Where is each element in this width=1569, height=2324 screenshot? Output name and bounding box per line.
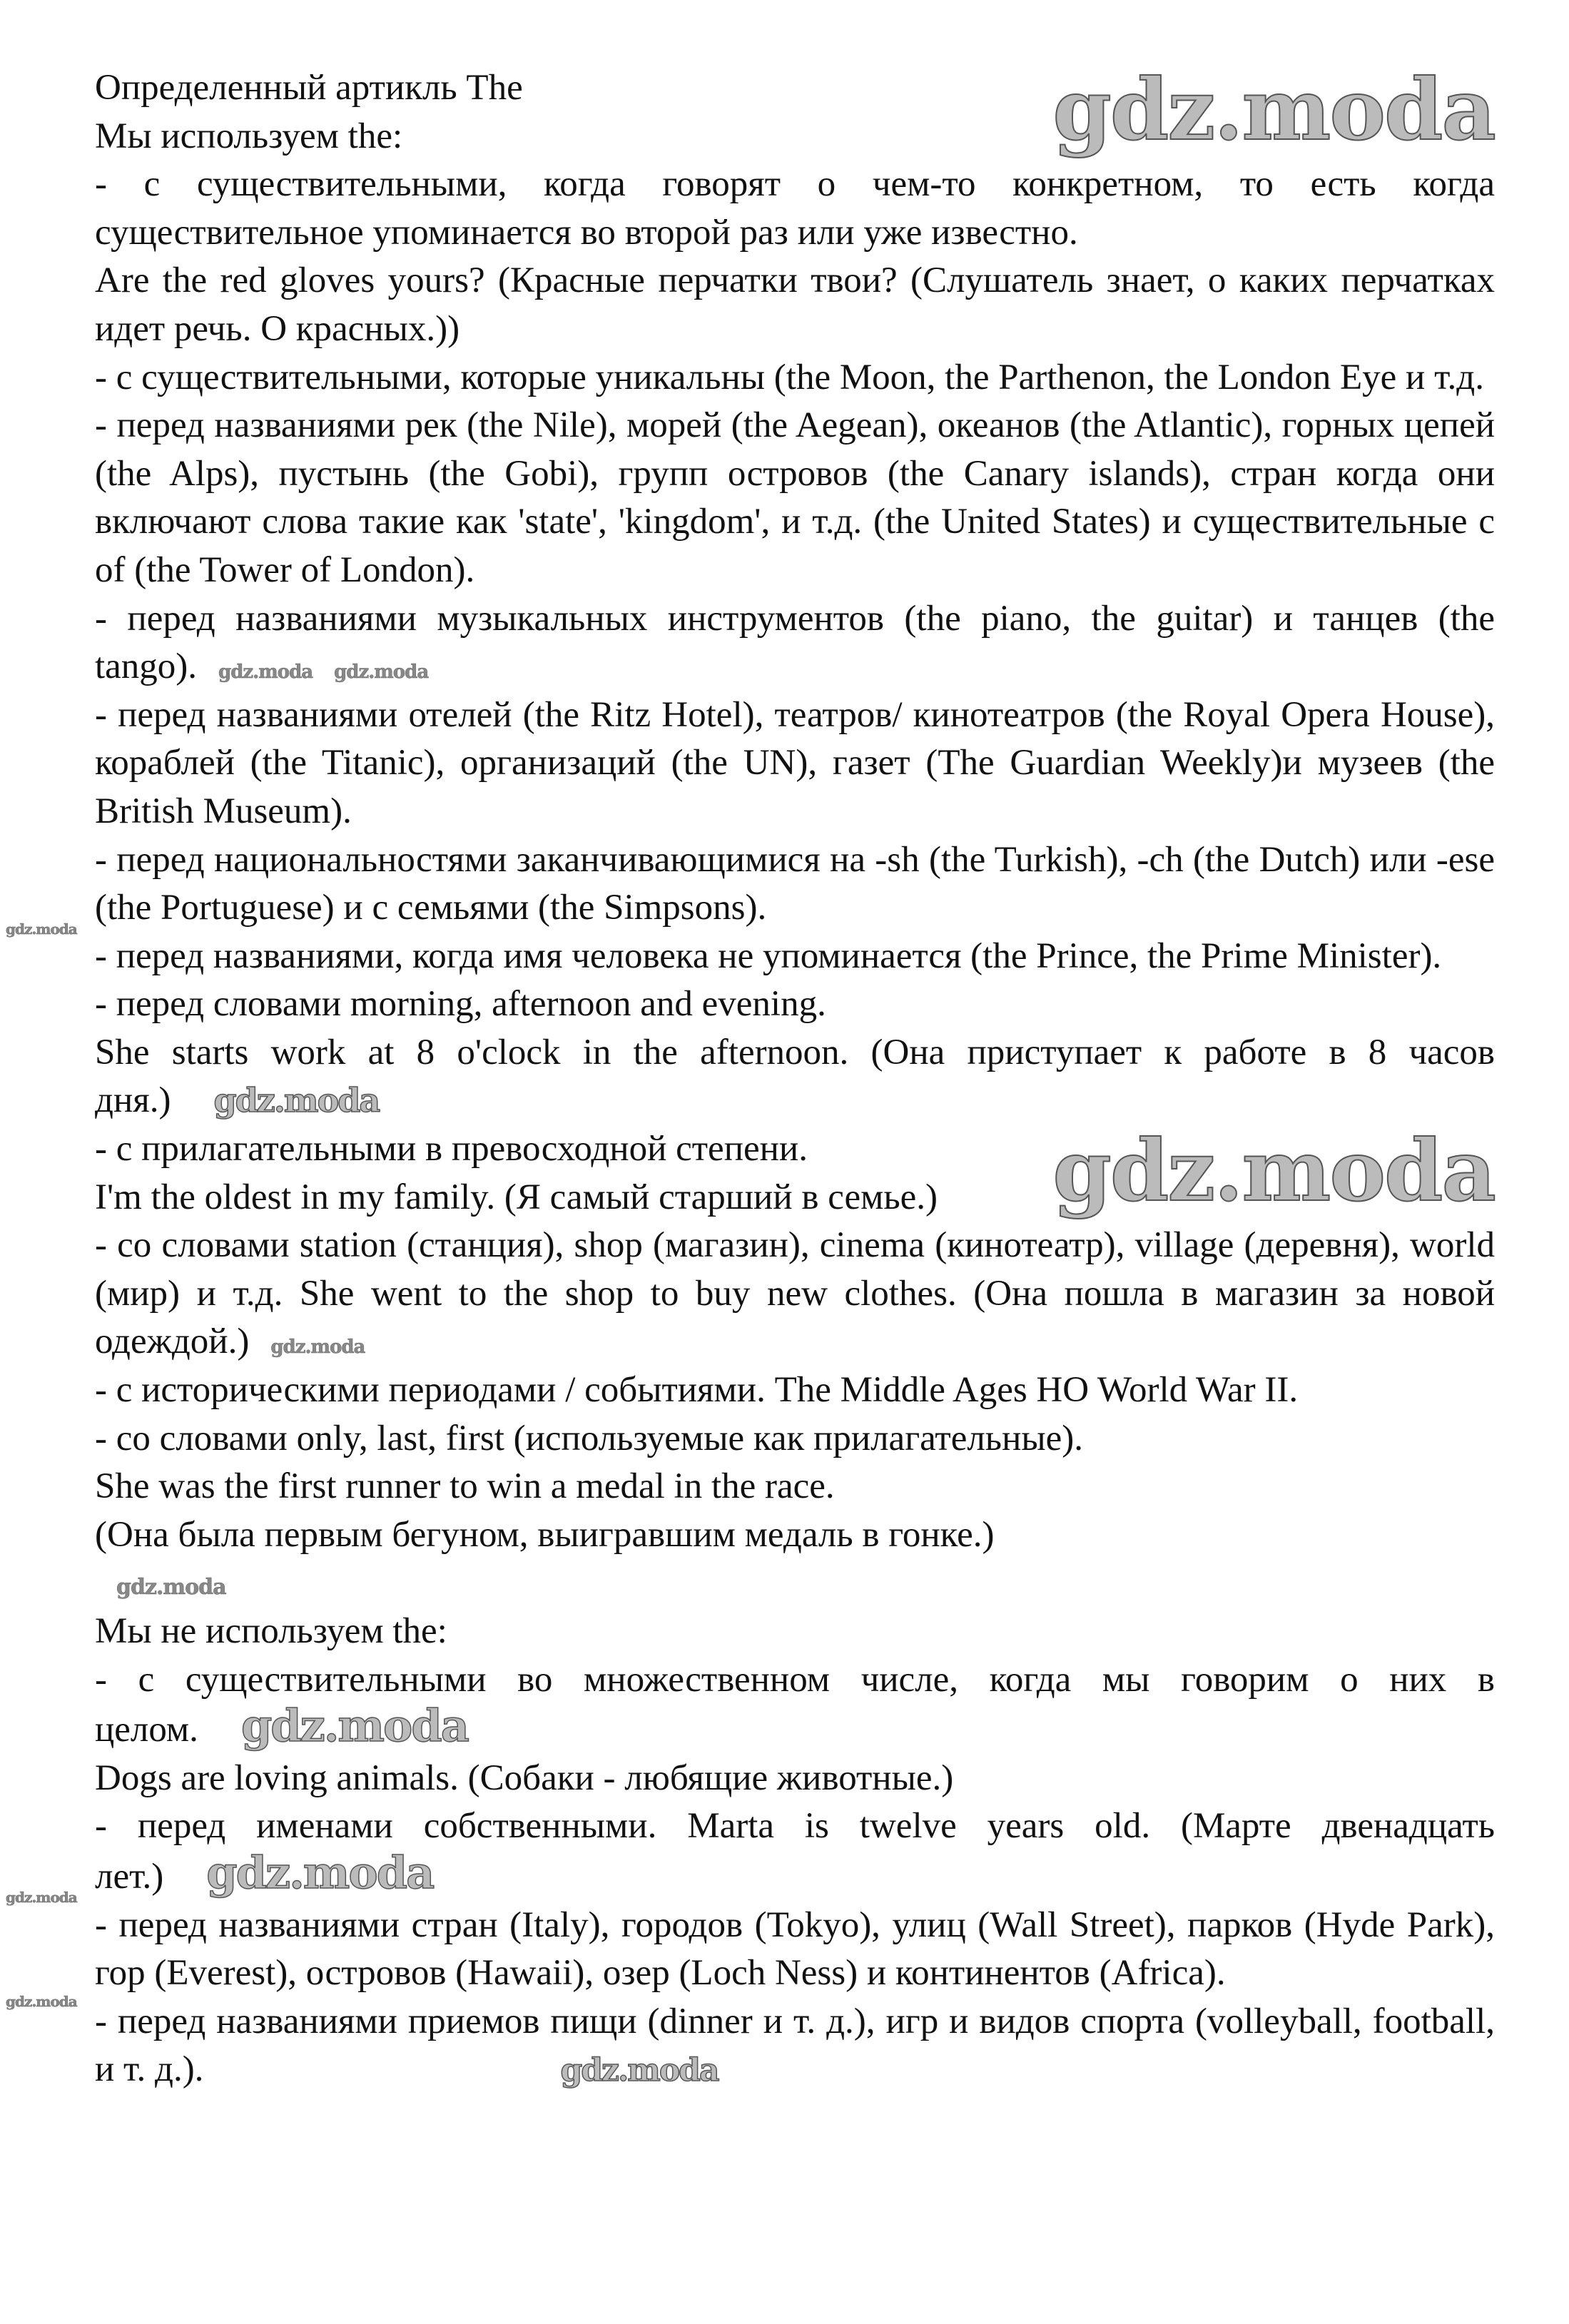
paragraph: - с существительными, когда говорят о чем-то конкретном, то есть когда существительное упоминается во второй раз или уже известно.	[95, 164, 1495, 253]
paragraph: Are the red gloves yours? (Красные перчатки твои? (Слушатель знает, о каких перчатках идет речь. О красных.))	[95, 260, 1495, 349]
paragraph	[95, 1802, 1495, 1901]
paragraph: Dogs are loving animals. (Собаки - любящие животные.)	[95, 1757, 954, 1798]
paragraph: - с существительными, которые уникальны (the Moon, the Parthenon, the London Eye и т.д.	[95, 357, 1484, 397]
paragraph: (Она была первым бегуном, выигравшим медаль в гонке.)	[95, 1514, 995, 1555]
watermark: gdz.moda	[270, 1336, 365, 1359]
paragraph-text: - перед названиями музыкальных инструментов (the piano, the guitar) и танцев (the tango).	[95, 598, 1495, 687]
document-title: Определенный артикль The	[95, 68, 523, 108]
watermark: gdz.moda	[116, 1575, 226, 1600]
watermark: gdz.moda	[6, 1993, 77, 2010]
paragraph: - со словами only, last, first (используемые как прилагательные).	[95, 1418, 1083, 1458]
paragraph: - с прилагательными в превосходной степени.	[95, 1129, 808, 1169]
header-block	[95, 60, 1495, 161]
paragraph: - перед названиями отелей (the Ritz Hotel), театров/ кинотеатров (the Royal Opera House), кораблей (the Titanic), организаций (the UN), газет (The Guardian Weekly)и музеев (the British Museum).	[95, 694, 1495, 831]
paragraph: I'm the oldest in my family. (Я самый старший в семье.)	[95, 1177, 938, 1217]
paragraph	[95, 595, 1495, 691]
watermark: gdz.moda	[560, 2052, 719, 2089]
watermark: gdz.moda	[240, 1700, 468, 1752]
paragraph: - перед национальностями заканчивающимися на -sh (the Turkish), -ch (the Dutch) или -ese (the Portuguese) и с семьями (the Simpsons).	[95, 839, 1495, 928]
paragraph	[95, 1222, 1495, 1366]
paragraph-text: - со словами station (станция), shop (магазин), cinema (кинотеатр), village (деревня), world (мир) и т.д. She went to the shop to buy new clothes. (Она пошла в магазин за новой одеждой.)	[95, 1225, 1495, 1362]
paragraph: - перед названиями рек (the Nile), морей (the Aegean), океанов (the Atlantic), горных цепей (the Alps), пустынь (the Gobi), групп островов (the Canary islands), стран когда они включают слова такие как 'state', 'kingdom', и т.д. (the United States) и существительные с of (the Tower of London).	[95, 405, 1495, 590]
paragraph	[95, 1998, 1495, 2094]
paragraph-text: - перед именами собственными. Marta is twelve years old. (Марте двенадцать лет.)	[95, 1806, 1495, 1897]
paragraph-text: She starts work at 8 o'clock in the afternoon. (Она приступает к работе в 8 часов дня.)	[95, 1032, 1495, 1121]
watermark: gdz.moda	[6, 1889, 77, 1906]
paragraph	[95, 1029, 1495, 1125]
paragraph: - перед названиями, когда имя человека не упоминается (the Prince, the Prime Minister).	[95, 935, 1442, 976]
blank-line	[95, 1559, 1495, 1608]
paragraph: She was the first runner to win a medal in the race.	[95, 1466, 835, 1507]
paragraph: - с историческими периодами / событиями. The Middle Ages HO World War II.	[95, 1370, 1299, 1411]
watermark: gdz.moda	[218, 661, 313, 684]
watermark: gdz.moda	[6, 920, 77, 938]
document-body	[95, 0, 1495, 2123]
watermark: gdz.moda	[334, 661, 429, 684]
paragraph	[95, 1656, 1495, 1755]
paragraph-text: - перед названиями приемов пищи (dinner и т. д.), игр и видов спорта (volleyball, football, и т. д.).	[95, 2001, 1495, 2090]
watermark: gdz.moda	[1052, 60, 1495, 159]
paragraph-text: - с существительными во множественном числе, когда мы говорим о них в целом.	[95, 1659, 1495, 1750]
paragraph: Мы используем the:	[95, 116, 403, 156]
watermark: gdz.moda	[213, 1081, 380, 1120]
watermark: gdz.moda	[1052, 1121, 1495, 1221]
section-heading: Мы не используем the:	[95, 1611, 447, 1651]
paragraph: - перед названиями стран (Italy), городов (Tokyo), улиц (Wall Street), парков (Hyde Park), гор (Everest), островов (Hawaii), озер (Loch Ness) и континентов (Africa).	[95, 1904, 1495, 1994]
paragraph: - перед словами morning, afternoon and evening.	[95, 984, 826, 1025]
superlative-block	[95, 1121, 1495, 1222]
watermark: gdz.moda	[206, 1846, 434, 1899]
